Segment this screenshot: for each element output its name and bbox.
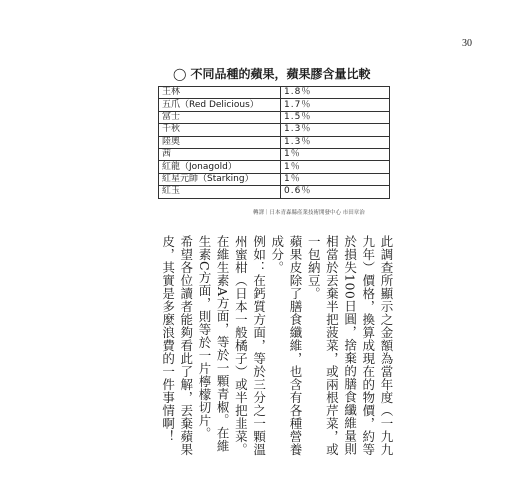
table-row [159, 173, 390, 185]
body-paragraph: 蘋果皮除了膳食纖維，也含有各種營養成分。 [269, 235, 303, 456]
variety-cell: 五爪（Red Delicious） [159, 99, 281, 111]
body-paragraph: 例如：在鈣質方面，等於三分之一顆溫州蜜柑（日本一般橘子）或半把韭菜。在維生素A方面，等於一顆青椒。在維生素C方面，則等於一片檸檬切片。 [196, 235, 267, 456]
table-row [159, 111, 390, 123]
variety-cell: 紅龍（Jonagold） [159, 161, 281, 173]
pectin-value-cell: 1.5％ [281, 111, 390, 123]
table-row [159, 186, 390, 198]
table-title [173, 65, 370, 82]
table-title-text: 不同品種的蘋果，蘋果膠含量比較 [190, 67, 371, 81]
body-paragraph: 此調查所顯示之金額為當年度（一九九九年）價格，換算成現在的物價，約等於損失100日圓，捨棄的膳食纖維量則相當於丟棄半把菠菜，或兩根芹菜，或一包納豆。 [306, 235, 394, 456]
body-text [155, 235, 395, 463]
pectin-value-cell: 1.3％ [281, 124, 390, 136]
variety-cell: 富士 [159, 111, 281, 123]
variety-cell: 陸奧 [159, 136, 281, 148]
table-row [159, 87, 390, 99]
pectin-comparison-table [158, 86, 390, 199]
page-number: 30 [462, 38, 472, 49]
table-row [159, 99, 390, 111]
body-paragraph: 希望各位讀者能夠看此了解，丟棄蘋果皮，其實是多麼浪費的一件事情啊！ [160, 235, 194, 456]
pectin-value-cell: 0.6％ [281, 186, 390, 198]
variety-cell: 王林 [159, 87, 281, 99]
pectin-value-cell: 1.3％ [281, 136, 390, 148]
variety-cell: 茜 [159, 148, 281, 160]
circle-icon: ◯ [173, 67, 187, 81]
variety-cell: 紅玉 [159, 186, 281, 198]
table-source-note: 轉譯｜日本青森縣產業技術開發中心 市田章治 [253, 210, 365, 216]
pectin-value-cell: 1％ [281, 173, 390, 185]
pectin-value-cell: 1.7％ [281, 99, 390, 111]
table-row [159, 161, 390, 173]
pectin-value-cell: 1％ [281, 161, 390, 173]
pectin-value-cell: 1％ [281, 148, 390, 160]
variety-cell: 千秋 [159, 124, 281, 136]
table-row [159, 136, 390, 148]
table-row [159, 148, 390, 160]
variety-cell: 紅星元帥（Starking） [159, 173, 281, 185]
table-row [159, 124, 390, 136]
pectin-value-cell: 1.8％ [281, 87, 390, 99]
